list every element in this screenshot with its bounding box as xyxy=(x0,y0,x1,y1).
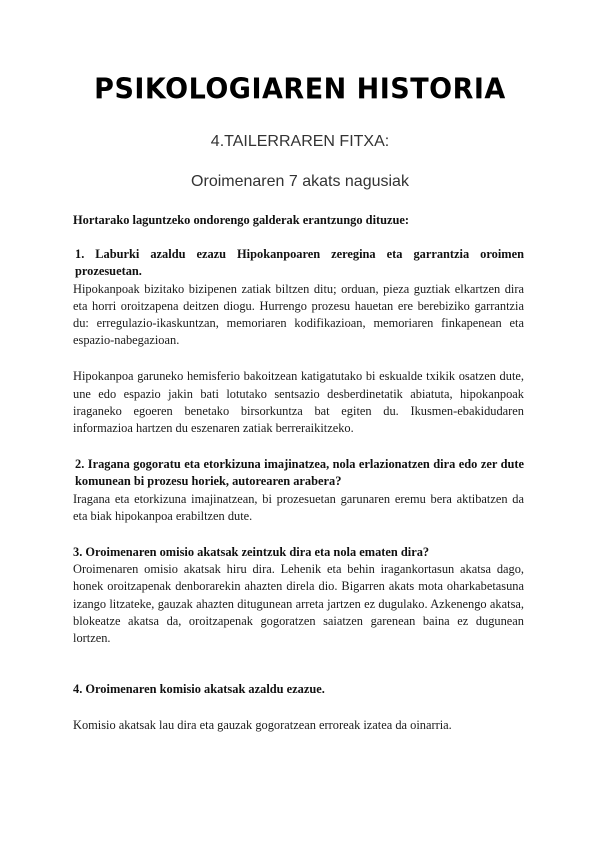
question-4: 4. Oroimenaren komisio akatsak azaldu ezazue. xyxy=(73,682,325,697)
worksheet-heading: Oroimenaren 7 akats nagusiak xyxy=(191,173,409,190)
document-body xyxy=(73,212,524,735)
question-1: 1. Laburki azaldu ezazu Hipokanpoaren zeregina eta garrantzia oroimen prozesuetan. xyxy=(75,247,524,279)
document-title: PSIKOLOGIAREN HISTORIA xyxy=(94,73,506,106)
answer-1-paragraph-2: Hipokanpoa garuneko hemisferio bakoitzean katigatutako bi eskualde txikik osatzen dute, une edo espazio jakin bati lotutako sentsazio desberdinetatik abiatuta, hipokanpoak iraganeko egoeren benetako birsorkuntza bat egiten du. Ikusmen-ebakidudaren informazioa hartzen du eszenaren zatiak berreraikitzeko. xyxy=(73,369,524,436)
intro-text: Hortarako laguntzeko ondorengo galderak erantzungo dituzue: xyxy=(73,213,410,227)
question-3: 3. Oroimenaren omisio akatsak zeintzuk dira eta nola ematen dira? xyxy=(73,545,430,560)
worksheet-subtitle: 4.TAILERRAREN FITXA: xyxy=(210,133,390,150)
answer-4: Komisio akatsak lau dira eta gauzak gogoratzean erroreak izatea da oinarria. xyxy=(73,718,452,733)
answer-3: Oroimenaren omisio akatsak hiru dira. Lehenik eta behin iragankortasun akatsa dago, honek oroitzapenak denborarekin ahazten direla dio. Bigarren akats mota oharkabetasuna izango litzateke, gauzak ahazten ditugunean arreta jartzen ez dugulako. Azkenengo akatsa, blokeatze akatsa da, oroitzapenak gogoratzen saiatzen garenean baina ez dugunean lortzen. xyxy=(73,562,524,646)
answer-2: Iragana eta etorkizuna imajinatzean, bi prozesuetan garunaren eremu bera aktibatzen da eta biak hipokanpoa erabiltzen dute. xyxy=(73,491,524,523)
question-2: 2. Iragana gogoratu eta etorkizuna imajinatzea, nola erlazionatzen dira edo zer dute komunean bi prozesu horiek, autorearen arabera? xyxy=(75,457,524,489)
answer-1-paragraph-1: Hipokanpoak bizitako bizipenen zatiak biltzen ditu; orduan, pieza guztiak elkartzen dira eta horri oroitzapena deitzen diogu. Hurrengo prozesu hauetan ere berebiziko garrantzia du: erregulazio-ikaskuntzan, memoriaren kodifikazioan, memoriaren finkapenean eta espazio-nabegazioan. xyxy=(73,281,524,348)
